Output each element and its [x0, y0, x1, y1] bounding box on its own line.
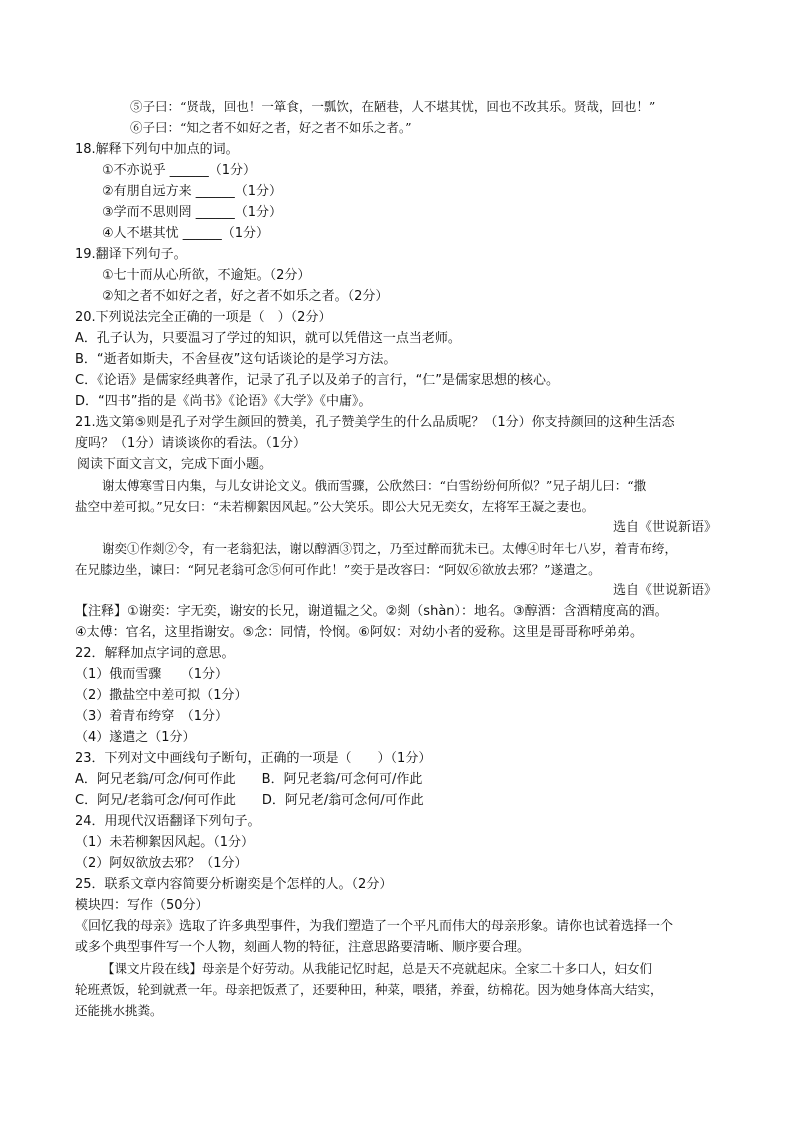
text-line: C．《论语》是儒家经典著作，记录了孔子以及弟子的言行，“仁”是儒家思想的核心。	[75, 373, 560, 388]
text-line: ②有朋自远方来 ______（1分）	[102, 184, 283, 199]
text-line: 22．解释加点字词的意思。	[75, 646, 235, 661]
text-line: ①七十而从心所欲，不逾矩。（2分）	[102, 268, 311, 283]
text-line: 阅读下面文言文，完成下面小题。	[77, 457, 273, 472]
text-line: （4）遂遣之（1分）	[75, 730, 196, 745]
text-line: 【注释】①谢奕：字无奕，谢安的长兄，谢道韫之父。②剡（shàn）：地名。③醇酒：含酒精度高的酒。	[75, 604, 668, 619]
text-line: A．阿兄老翁/可念/何可作此 B．阿兄老翁/可念何可/作此	[75, 772, 423, 787]
text-line: 谢奕①作剡②令，有一老翁犯法，谢以醇酒③罚之，乃至过醉而犹未已。太傅④时年七八岁，着青布绔，	[102, 541, 678, 556]
text-line: （1）未若柳絮因风起。（1分）	[75, 835, 255, 850]
text-line: B．“逝者如斯夫，不舍昼夜”这句话谈论的是学习方法。	[75, 352, 397, 367]
text-line: 21.选文第⑤则是孔子对学生颜回的赞美，孔子赞美学生的什么品质呢？（1分）你支持颜回的这种生活态	[75, 415, 675, 430]
text-line: （2）阿奴欲放去邪？（1分）	[75, 856, 248, 871]
text-line: 【课文片段在线】母亲是个好劳动。从我能记忆时起，总是天不亮就起床。全家二十多口人，妇女们	[102, 961, 653, 976]
text-line: 23．下列对文中画线句子断句，正确的一项是（ ）（1分）	[75, 751, 432, 766]
text-line: 轮班煮饭，轮到就煮一年。母亲把饭煮了，还要种田，种菜，喂猪，养蚕，纺棉花。因为她身体高大结实，	[75, 982, 663, 997]
text-line: 18.解释下列句中加点的词。	[75, 142, 239, 157]
text-line: 模块四：写作（50分）	[75, 898, 209, 913]
text-line: 谢太傅寒雪日内集，与儿女讲论文义。俄而雪骤，公欣然曰：“白雪纷纷何所似？”兄子胡儿曰：“撒	[102, 478, 647, 493]
text-line: 还能挑水挑粪。	[75, 1003, 163, 1018]
text-line: 度吗？（1分）请谈谈你的看法。（1分）	[75, 436, 307, 451]
text-line: ④人不堪其忧 ______（1分）	[102, 226, 270, 241]
text-line: A．孔子认为，只要温习了学过的知识，就可以凭借这一点当老师。	[75, 331, 461, 346]
text-line: ③学而不思则罔 ______（1分）	[102, 205, 283, 220]
text-line: C．阿兄/老翁可念/何可作此 D．阿兄老/翁可念何/可作此	[75, 793, 424, 808]
text-line: 盐空中差可拟。”兄女曰：“未若柳絮因风起。”公大笑乐。即公大兄无奕女，左将军王凝之妻也。	[75, 499, 595, 514]
text-line: 《回忆我的母亲》选取了许多典型事件，为我们塑造了一个平凡而伟大的母亲形象。请你也试着选择一个	[75, 919, 674, 934]
text-line: 24．用现代汉语翻译下列句子。	[75, 814, 261, 829]
text-line: （3）着青布绔穿 （1分）	[75, 709, 229, 724]
text-line: 选自《世说新语》	[613, 583, 718, 598]
text-line: 选自《世说新语》	[613, 520, 718, 535]
text-line: D．“四书”指的是《尚书》《论语》《大学》《中庸》。	[75, 394, 372, 409]
text-line: 或多个典型事件写一个人物，刻画人物的特征，注意思路要清晰、顺序要合理。	[75, 940, 531, 955]
text-line: 19.翻译下列句子。	[75, 247, 187, 262]
text-line: ④太傅：官名，这里指谢安。⑤念：同情，怜悯。⑥阿奴：对幼小者的爱称。这里是哥哥称呼弟弟。	[75, 625, 643, 640]
text-line: ②知之者不如好之者，好之者不如乐之者。（2分）	[102, 289, 389, 304]
text-line: 在兄膝边坐，谏曰：“阿兄老翁可念⑤何可作此！”奕于是改容曰：“阿奴⑥欲放去邪？”遂遣之。	[75, 562, 601, 577]
text-line: ①不亦说乎 ______（1分）	[102, 163, 257, 178]
text-line: ⑤子曰：“贤哉，回也！一箪食，一瓢饮，在陋巷，人不堪其忧，回也不改其乐。贤哉，回也！”	[130, 99, 656, 114]
text-line: （2）撒盐空中差可拟（1分）	[75, 688, 248, 703]
text-line: ⑥子曰：“知之者不如好之者，好之者不如乐之者。”	[130, 120, 412, 135]
text-line: 25．联系文章内容简要分析谢奕是个怎样的人。（2分）	[75, 877, 393, 892]
text-line: （1）俄而雪骤 （1分）	[75, 667, 229, 682]
text-line: 20.下列说法完全正确的一项是（ ）（2分）	[75, 310, 332, 325]
